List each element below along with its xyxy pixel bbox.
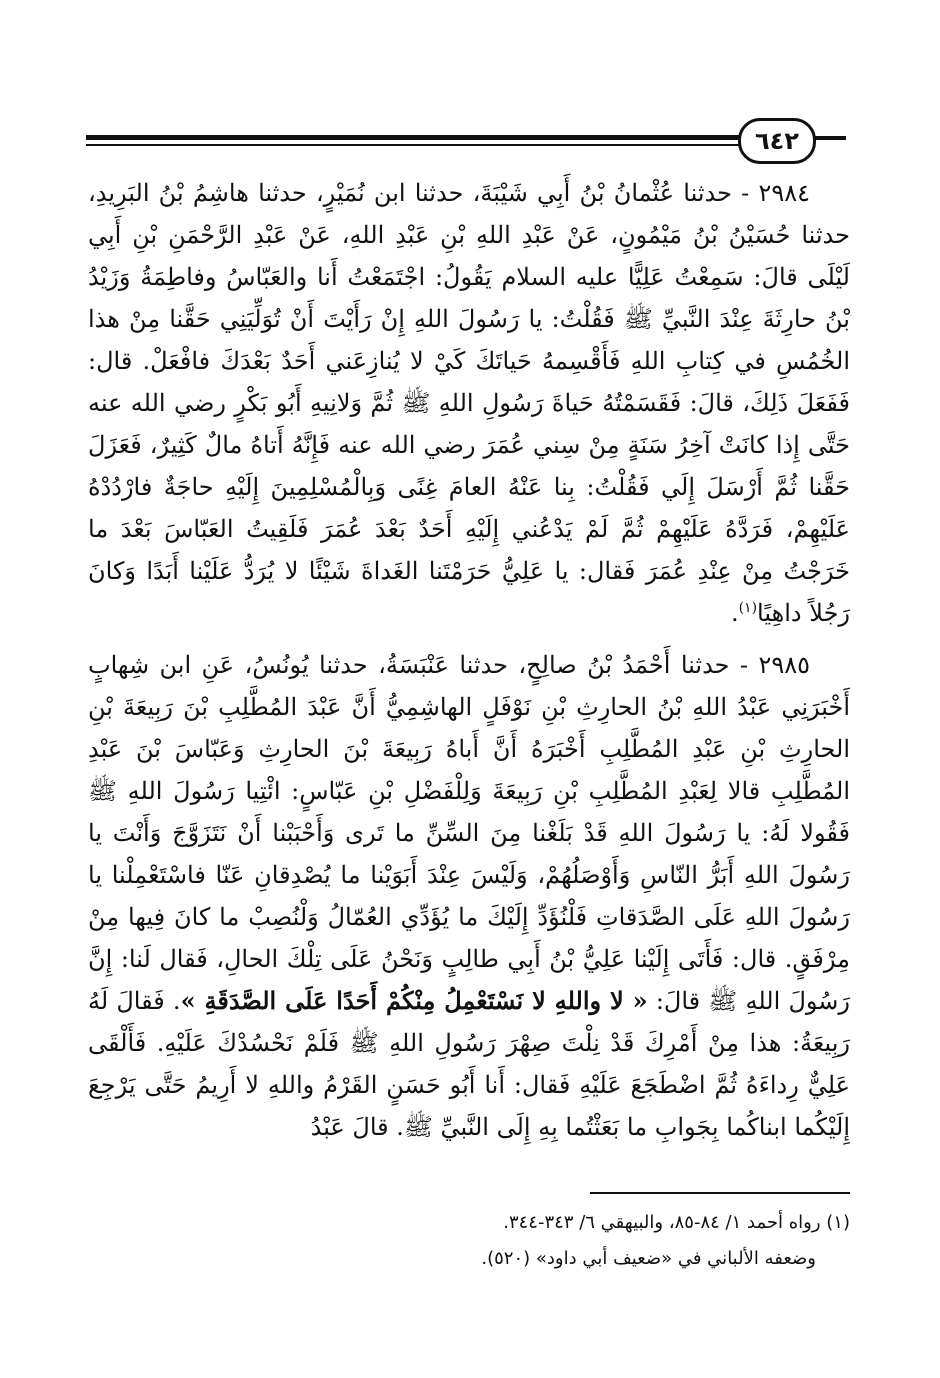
hadith-2985-text-after: . فَقالَ لَهُ رَبِيعَةُ: هذا مِنْ أَمْرِكَ قَدْ نِلْتَ صِهْرَ رَسُولِ اللهِ ﷺ فَلَمْ نَحْسُدْكَ عَلَيْهِ. فَأَلْقَى عَلِيٌّ رِداءَهُ ثُمَّ اضْطَجَعَ عَلَيْهِ فَقال: أَنا أَبُو حَسَنٍ القَرْمُ واللهِ لا أَرِيمُ حَتَّى يَرْجِعَ إِلَيْكُما ابناكُما بِجَوابِ ما بَعَثْتُما بِهِ إِلَى النَّبيِّ ﷺ. قالَ عَبْدُ <box>88 987 850 1141</box>
hadith-2985 <box>88 644 850 1148</box>
hadith-2984-text: ٢٩٨٤ - حدثنا عُثْمانُ بْنُ أَبِي شَيْبَةَ، حدثنا ابن نُمَيْرٍ، حدثنا هاشِمُ بْنُ البَرِيدِ، حدثنا حُسَيْنُ بْنُ مَيْمُونٍ، عَنْ عَبْدِ اللهِ بْنِ عَبْدِ اللهِ، عَنْ عَبْدِ الرَّحْمَنِ بْنِ أَبِي لَيْلَى قالَ: سَمِعْتُ عَلِيًّا عليه السلام يَقُولُ: اجْتَمَعْتُ أَنا والعَبّاسُ وفاطِمَةُ وَزَيْدُ بْنُ حارِثَةَ عِنْدَ النَّبيِّ ﷺ فَقُلْتُ: يا رَسُولَ اللهِ إِنْ رَأَيْتَ أَنْ تُوَلِّيَنِي حَقَّنا مِنْ هذا الخُمُسِ في كِتابِ اللهِ فَأَقْسِمهُ حَياتَكَ كَيْ لا يُنازِعَني أَحَدٌ بَعْدَكَ فافْعَلْ. قال: فَفَعَلَ ذَلِكَ، قالَ: فَقَسَمْتُهُ حَياةَ رَسُولِ اللهِ ﷺ ثُمَّ وَلانِيهِ أَبُو بَكْرٍ رضي الله عنه حَتَّى إِذا كانَتْ آخِرُ سَنَةٍ مِنْ سِني عُمَرَ رضي الله عنه فَإِنَّهُ أَتاهُ مالٌ كَثِيرٌ، فَعَزَلَ حَقَّنا ثُمَّ أَرْسَلَ إِلَي فَقُلْتُ: بِنا عَنْهُ العامَ غِنًى وَبِالْمُسْلِمِينَ إِلَيْهِ حاجَةٌ فارْدُدْهُ عَلَيْهِمْ، فَرَدَّهُ عَلَيْهِمْ ثُمَّ لَمْ يَدْعُني إِلَيْهِ أَحَدٌ بَعْدَ عُمَرَ فَلَقِيتُ العَبّاسَ بَعْدَ ما خَرَجْتُ مِنْ عِنْدِ عُمَرَ فَقال: يا عَلِيُّ حَرَمْتَنا الغَداةَ شَيْئًا لا يُرَدُّ عَلَيْنا أَبَدًا وَكانَ رَجُلاً داهِيًا <box>88 179 850 627</box>
hadith-2984: ٢٩٨٤ - حدثنا عُثْمانُ بْنُ أَبِي شَيْبَةَ، حدثنا ابن نُمَيْرٍ، حدثنا هاشِمُ بْنُ البَرِيدِ، حدثنا حُسَيْنُ بْنُ مَيْمُونٍ، عَنْ عَبْدِ اللهِ بْنِ عَبْدِ اللهِ، عَنْ عَبْدِ الرَّحْمَنِ بْنِ أَبِي لَيْلَى قالَ: سَمِعْتُ عَلِيًّا عليه السلام يَقُولُ: اجْتَمَعْتُ أَنا والعَبّاسُ وفاطِمَةُ وَزَيْدُ بْنُ حارِثَةَ عِنْدَ النَّبيِّ ﷺ فَقُلْتُ: يا رَسُولَ اللهِ إِنْ رَأَيْتَ أَنْ تُوَلِّيَنِي حَقَّنا مِنْ هذا الخُمُسِ في كِتابِ اللهِ فَأَقْسِمهُ حَياتَكَ كَيْ لا يُنازِعَني أَحَدٌ بَعْدَكَ فافْعَلْ. قال: فَفَعَلَ ذَلِكَ، قالَ: فَقَسَمْتُهُ حَياةَ رَسُولِ اللهِ ﷺ ثُمَّ وَلانِيهِ أَبُو بَكْرٍ رضي الله عنه حَتَّى إِذا كانَتْ آخِرُ سَنَةٍ مِنْ سِني عُمَرَ رضي الله عنه فَإِنَّهُ أَتاهُ مالٌ كَثِيرٌ، فَعَزَلَ حَقَّنا ثُمَّ أَرْسَلَ إِلَي فَقُلْتُ: بِنا عَنْهُ العامَ غِنًى وَبِالْمُسْلِمِينَ إِلَيْهِ حاجَةٌ فارْدُدْهُ عَلَيْهِمْ، فَرَدَّهُ عَلَيْهِمْ ثُمَّ لَمْ يَدْعُني إِلَيْهِ أَحَدٌ بَعْدَ عُمَرَ فَلَقِيتُ العَبّاسَ بَعْدَ ما خَرَجْتُ مِنْ عِنْدِ عُمَرَ فَقال: يا عَلِيُّ حَرَمْتَنا الغَداةَ شَيْئًا لا يُرَدُّ عَلَيْنا أَبَدًا وَكانَ رَجُلاً داهِيًا$^{(١)}$. <box>88 179 850 627</box>
page-header <box>86 118 846 162</box>
header-rule-right <box>812 136 846 140</box>
footnote-1: (١) رواه أحمد ١/ ٨٤-٨٥، والبيهقي ٦/ ٣٤٣-٣٤٤. <box>503 1212 850 1233</box>
hadith-2985-text-before: ٢٩٨٥ - حدثنا أَحْمَدُ بْنُ صالِحٍ، حدثنا عَنْبَسَةُ، حدثنا يُونُسُ، عَنِ ابن شِهابٍ أَخْبَرَنِي عَبْدُ اللهِ بْنُ الحارِثِ بْنِ نَوْفَلٍ الهاشِمِيُّ أَنَّ عَبْدَ المُطَّلِبِ بْنَ رَبِيعَةَ بْنِ الحارِثِ بْنِ عَبْدِ المُطَّلِبِ أَخْبَرَهُ أَنَّ أَباهُ رَبِيعَةَ بْنَ الحارِثِ وَعَبّاسَ بْنَ عَبْدِ المُطَّلِبِ قالا لِعَبْدِ المُطَّلِبِ بْنِ رَبِيعَةَ وَلِلْفَضْلِ بْنِ عَبّاسٍ: ائْتِيا رَسُولَ اللهِ ﷺ فَقُولا لَهُ: يا رَسُولَ اللهِ قَدْ بَلَغْنا مِنَ السِّنِّ ما تَرى وَأَحْبَبْنا أَنْ نَتَزَوَّجَ وَأَنْتَ يا رَسُولَ اللهِ أَبَرُّ النّاسِ وَأَوْصَلُهُمْ، وَلَيْسَ عِنْدَ أَبَوَيْنا ما يُصْدِقانِ عَنّا فاسْتَعْمِلْنا يا رَسُولَ اللهِ عَلَى الصَّدَقاتِ فَلْنُؤَدِّ إِلَيْكَ ما يُؤَدِّي العُمّالُ وَلْنُصِبْ ما كانَ فِيها مِنْ مِرْفَقٍ. قال: فَأَتَى إِلَيْنا عَلِيُّ بْنُ أَبِي طالِبٍ وَنَحْنُ عَلَى تِلْكَ الحالِ، فَقال لَنا: إِنَّ رَسُولَ اللهِ ﷺ قالَ: <box>88 651 851 1015</box>
footnote-separator <box>590 1192 850 1194</box>
footnote-marker: (١) <box>738 600 758 616</box>
page-number: ٦٤٢ <box>738 118 816 164</box>
header-rule-thick <box>86 135 746 140</box>
header-rule-thin <box>86 144 746 146</box>
main-text <box>88 172 850 1148</box>
hadith-2985-prophetic-quote: « لا واللهِ لا نَسْتَعْمِلُ مِنْكُمْ أَحَدًا عَلَى الصَّدَقَةِ » <box>180 986 648 1015</box>
footnote-1-continuation: وضعفه الألباني في «ضعيف أبي داود» (٥٢٠). <box>481 1248 816 1269</box>
footnotes <box>88 1205 850 1277</box>
